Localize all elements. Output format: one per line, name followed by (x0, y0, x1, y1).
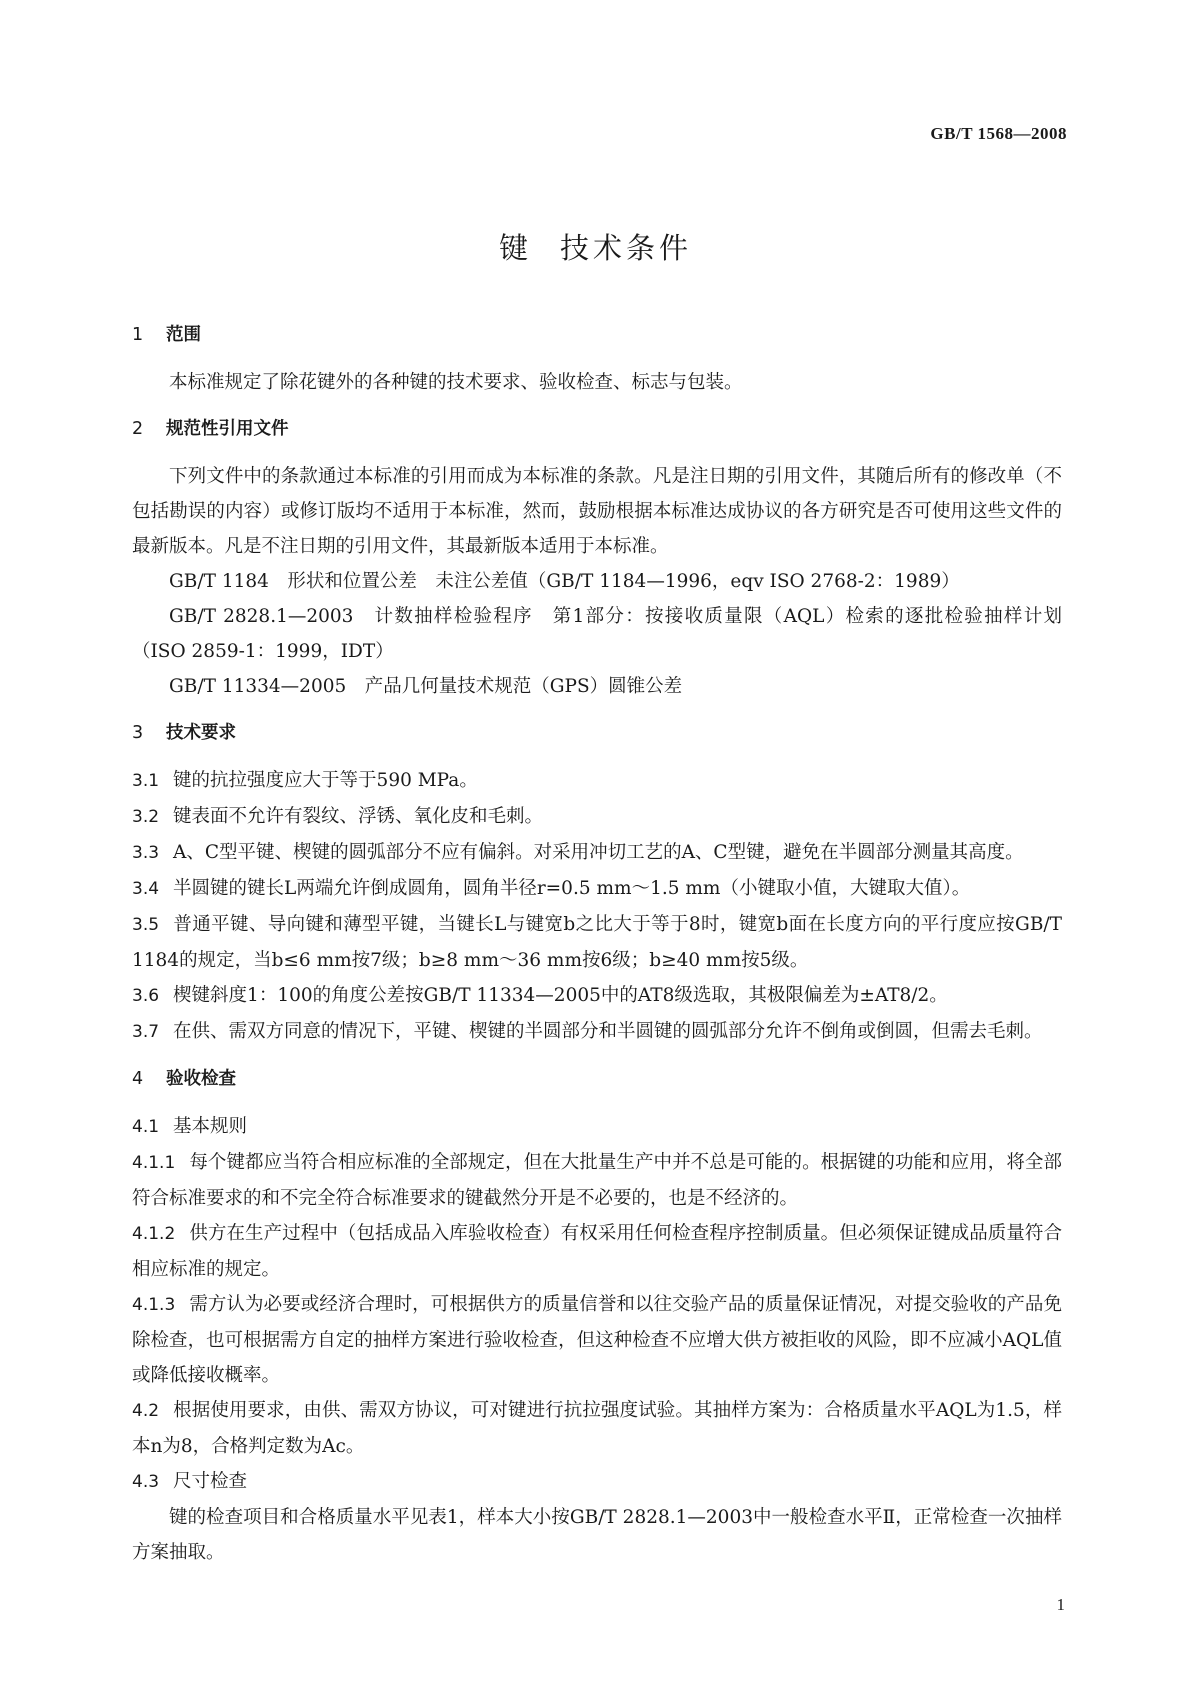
section-heading-acceptance-inspection: 4 验收检查 (132, 1069, 236, 1089)
standard-code: GB/T 1568—2008 (930, 124, 1067, 143)
clause-4-1-3: 4.1.3 需方认为必要或经济合理时，可根据供方的质量信誉和以往交验产品的质量保证情况，对提交验收的产品免除检查，也可根据需方自定的抽样方案进行验收检查，但这种检查不应增大供方被拒收的风险，即不应减小AQL值或降低接收概率。 (132, 1294, 1062, 1386)
clause-4-3: 4.3 尺寸检查 (132, 1471, 248, 1492)
scope-paragraph: 本标准规定了除花键外的各种键的技术要求、验收检查、标志与包装。 (169, 372, 743, 393)
section-heading-references: 2 规范性引用文件 (132, 419, 289, 439)
reference-item: GB/T 1184 形状和位置公差 未注公差值（GB/T 1184—1996，eqv ISO 2768-2：1989） (169, 571, 960, 592)
clause-3-3: 3.3 A、C型平键、楔键的圆弧部分不应有偏斜。对采用冲切工艺的A、C型键，避免在半圆部分测量其高度。 (132, 842, 1024, 863)
clause-3-4: 3.4 半圆键的键长L两端允许倒成圆角，圆角半径r=0.5 mm～1.5 mm（小键取小值，大键取大值）。 (132, 878, 971, 899)
reference-item: GB/T 11334—2005 产品几何量技术规范（GPS）圆锥公差 (169, 676, 683, 697)
clause-4-2: 4.2 根据使用要求，由供、需双方协议，可对键进行抗拉强度试验。其抽样方案为：合格质量水平AQL为1.5，样本n为8，合格判定数为Ac。 (132, 1400, 1062, 1457)
title-left: 键 (498, 231, 532, 265)
section-heading-technical-requirements: 3 技术要求 (132, 723, 236, 743)
clause-3-5: 3.5 普通平键、导向键和薄型平键，当键长L与键宽b之比大于等于8时，键宽b面在长度方向的平行度应按GB/T 1184的规定，当b≤6 mm按7级；b≥8 mm～36 mm按6级；b≥40 mm按5级。 (132, 914, 1062, 971)
clause-4-1-2: 4.1.2 供方在生产过程中（包括成品入库验收检查）有权采用任何检查程序控制质量。但必须保证键成品质量符合相应标准的规定。 (132, 1223, 1062, 1280)
dimension-inspection-paragraph: 键的检查项目和合格质量水平见表1，样本大小按GB/T 2828.1—2003中一般检查水平Ⅱ，正常检查一次抽样方案抽取。 (132, 1507, 1062, 1563)
document-body (132, 318, 1062, 1570)
clause-3-7: 3.7 在供、需双方同意的情况下，平键、楔键的半圆部分和半圆键的圆弧部分允许不倒角或倒圆，但需去毛刺。 (132, 1021, 1043, 1042)
title-right: 技术条件 (560, 231, 693, 265)
document-title (0, 226, 1191, 267)
section-heading-scope: 1 范围 (132, 325, 201, 345)
clause-4-1: 4.1 基本规则 (132, 1116, 248, 1137)
reference-item: GB/T 2828.1—2003 计数抽样检验程序 第1部分：按接收质量限（AQL）检索的逐批检验抽样计划（ISO 2859-1：1999，IDT） (132, 606, 1062, 662)
clause-3-6: 3.6 楔键斜度1：100的角度公差按GB/T 11334—2005中的AT8级选取，其极限偏差为±AT8/2。 (132, 985, 948, 1006)
clause-3-1: 3.1 键的抗拉强度应大于等于590 MPa。 (132, 770, 478, 791)
references-paragraph: 下列文件中的条款通过本标准的引用而成为本标准的条款。凡是注日期的引用文件，其随后所有的修改单（不包括勘误的内容）或修订版均不适用于本标准，然而，鼓励根据本标准达成协议的各方研究是否可使用这些文件的最新版本。凡是不注日期的引用文件，其最新版本适用于本标准。 (132, 466, 1062, 557)
clause-3-2: 3.2 键表面不允许有裂纹、浮锈、氧化皮和毛刺。 (132, 806, 544, 827)
clause-4-1-1: 4.1.1 每个键都应当符合相应标准的全部规定，但在大批量生产中并不总是可能的。根据键的功能和应用，将全部符合标准要求的和不完全符合标准要求的键截然分开是不必要的，也是不经济的。 (132, 1152, 1062, 1209)
page-number: 1 (1056, 1595, 1065, 1614)
